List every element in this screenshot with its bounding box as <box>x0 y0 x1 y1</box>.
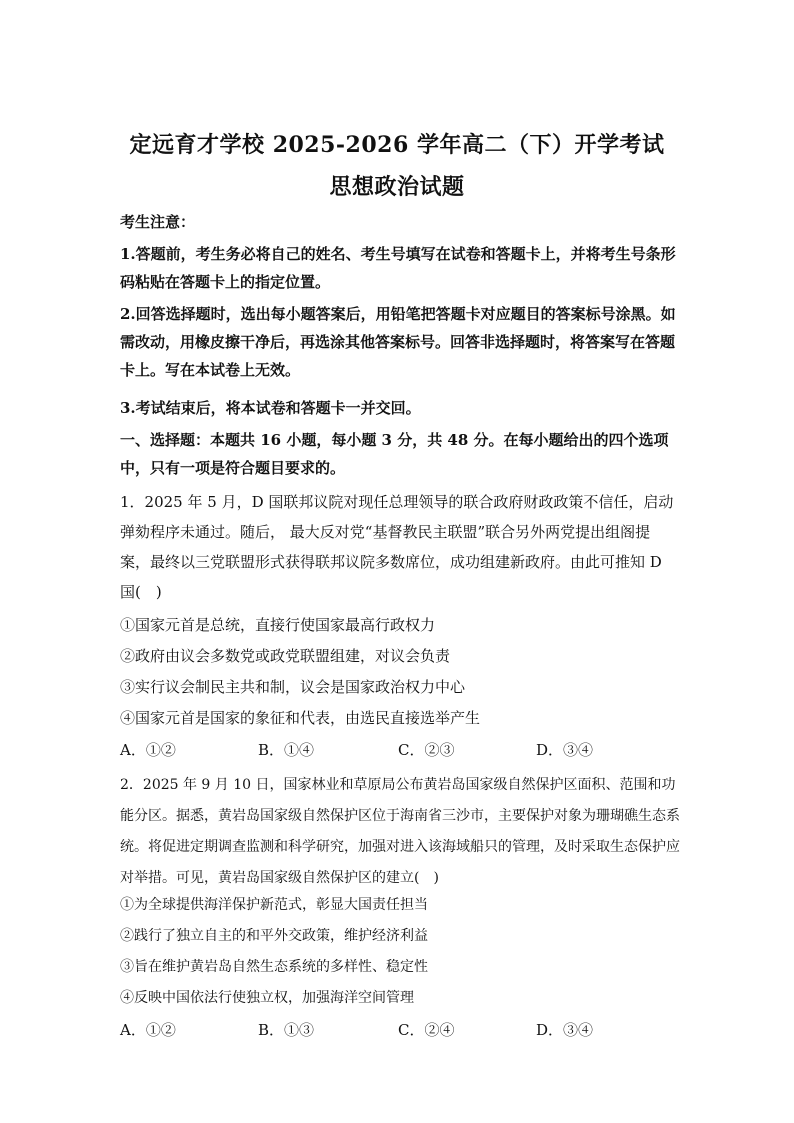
question-2-stem: 2．2025 年 9 月 10 日，国家林业和草原局公布黄岩岛国家级自然保护区面积、范围和功能分区。据悉，黄岩岛国家级自然保护区位于海南省三沙市，主要保护对象为珊瑚礁生态系统。将促进定期调查监测和科学研究，加强对进入该海域船只的管理，及时采取生态保护应对举措。可见，黄岩岛国家级自然保护区的建立( ) <box>120 777 680 886</box>
question-1-stem: 1．2025 年 5 月，D 国联邦议院对现任总理领导的联合政府财政政策不信任，启动弹劾程序未通过。随后， 最大反对党“基督教民主联盟”联合另外两党提出组阁提案，最终以三党联盟形式获得联邦议院多数席位，成功组建新政府。由此可推知 D 国( ) <box>120 493 674 601</box>
section-heading: 一、选择题：本题共 16 小题，每小题 3 分，共 48 分。在每小题给出的四个选项中，只有一项是符合题目要求的。 <box>120 431 669 477</box>
q1-option-a: A．①② <box>120 741 176 759</box>
q2-option-a: A．①② <box>120 1021 176 1039</box>
q1-statement-2: ②政府由议会多数党或政党联盟组建，对议会负责 <box>120 647 451 665</box>
q2-statement-1: ①为全球提供海洋保护新范式，彰显大国责任担当 <box>120 897 428 913</box>
q1-statement-1: ①国家元首是总统，直接行使国家最高行政权力 <box>120 616 436 634</box>
q1-statement-4: ④国家元首是国家的象征和代表，由选民直接选举产生 <box>120 709 481 727</box>
q1-statement-3: ③实行议会制民主共和制，议会是国家政治权力中心 <box>120 678 466 696</box>
q2-statement-4: ④反映中国依法行使独立权，加强海洋空间管理 <box>120 990 414 1006</box>
q2-statement-3: ③旨在维护黄岩岛自然生态系统的多样性、稳定性 <box>120 959 428 975</box>
q2-option-b: B．①③ <box>258 1021 315 1039</box>
q1-option-c: C．②③ <box>398 741 455 759</box>
exam-title: 定远育才学校 2025-2026 学年高二（下）开学考试 <box>129 132 665 158</box>
notice-item-3: 3.考试结束后，将本试卷和答题卡一并交回。 <box>120 399 421 417</box>
exam-subject: 思想政治试题 <box>329 174 465 200</box>
q2-statement-2: ②践行了独立自主的和平外交政策，维护经济利益 <box>120 928 428 944</box>
q2-option-c: C．②④ <box>398 1021 455 1039</box>
q2-option-d: D．③④ <box>536 1021 594 1039</box>
q1-option-d: D．③④ <box>536 741 594 759</box>
notice-item-2: 2.回答选择题时，选出每小题答案后，用铅笔把答题卡对应题目的答案标号涂黑。如需改动，用橡皮擦干净后，再选涂其他答案标号。回答非选择题时，将答案写在答题卡上。写在本试卷上无效。 <box>120 305 676 379</box>
notice-heading: 考生注意： <box>120 213 196 231</box>
q1-option-b: B．①④ <box>258 741 315 759</box>
notice-item-1: 1.答题前，考生务必将自己的姓名、考生号填写在试卷和答题卡上，并将考生号条形码粘贴在答题卡上的指定位置。 <box>120 245 676 291</box>
